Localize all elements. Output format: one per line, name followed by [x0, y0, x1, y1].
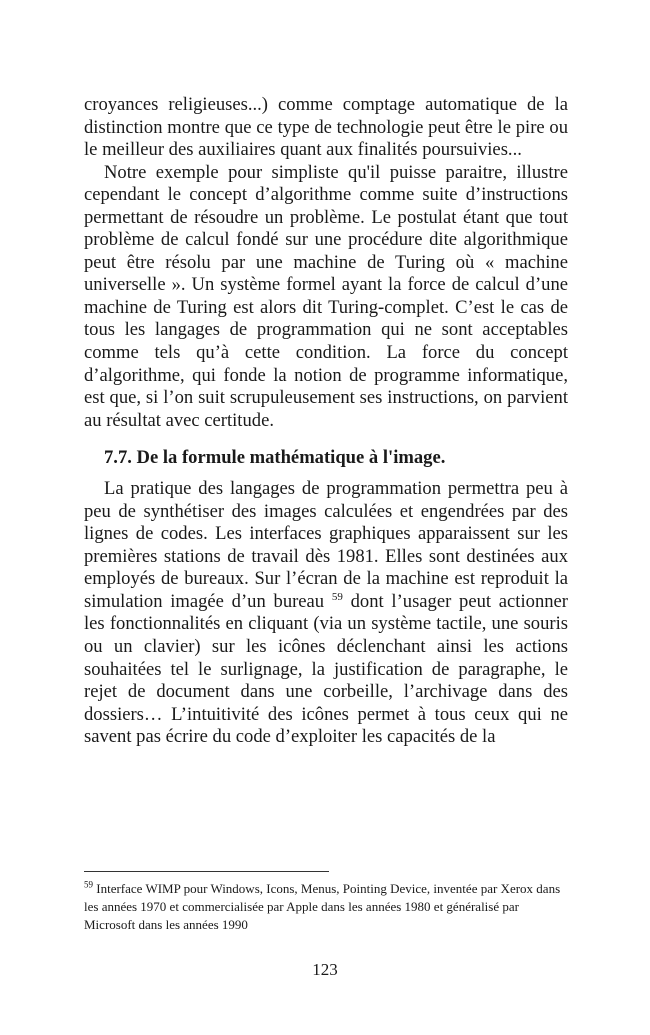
section-heading: 7.7. De la formule mathématique à l'image.	[104, 447, 446, 469]
paragraph-text-part-1: La pratique des langages de programmation permettra peu à peu de synthétiser des images calculées et engendrées par des lignes de codes. Les interfaces graphiques apparaissent sur les premières stations de travail dès 1981. Elles sont destinées aux employés de bureaux. Sur l’écran de la machine est reproduit la simulation imagée d’un bureau	[84, 478, 568, 612]
body-text	[84, 94, 568, 749]
footnote-divider	[84, 871, 329, 872]
page-number: 123	[312, 960, 338, 979]
paragraph-text-part-2: dont l’usager peut actionner les fonctionnalités en cliquant (via un système tactile, une souris ou un clavier) sur les icônes déclenchant ainsi les actions souhaitées tel le surlignage, la justification de paragraphe, le rejet de document dans une corbeille, l’archivage dans des dossiers… L’intuitivité des icônes permet à tous ceux qui ne savent pas écrire du code d’exploiter les capacités de la	[84, 590, 568, 748]
paragraph-continuation: croyances religieuses...) comme comptage automatique de la distinction montre que ce type de technologie peut être le pire ou le meilleur des auxiliaires quant aux finalités poursuivies...	[84, 94, 568, 161]
footnote-number: 59	[84, 879, 93, 890]
paragraph-algorithm: Notre exemple pour simpliste qu'il puisse paraitre, illustre cependant le concept d’algorithme comme suite d’instructions permettant de résoudre un problème. Le postulat étant que tout problème de calcul fondé sur une procédure dite algorithmique peut être résolu par une machine de Turing où « machine universelle ». Un système formel ayant la force de calcul d’une machine de Turing est alors dit Turing-complet. C’est le cas de tous les langages de programmation qui ne sont acceptables comme tels qu’à cette condition. La force du concept d’algorithme, qui fonde la notion de programme informatique, est que, si l’on suit scrupuleusement ses instructions, on parvient au résultat avec certitude.	[84, 161, 568, 431]
footnote-reference[interactable]: 59	[331, 590, 343, 603]
footnote	[84, 880, 568, 934]
paragraph-interfaces	[84, 478, 568, 749]
footnote-text: Interface WIMP pour Windows, Icons, Menus, Pointing Device, inventée par Xerox dans les années 1970 et commercialisée par Apple dans les années 1980 et généralisé par Microsoft dans les années 1990	[84, 881, 561, 932]
